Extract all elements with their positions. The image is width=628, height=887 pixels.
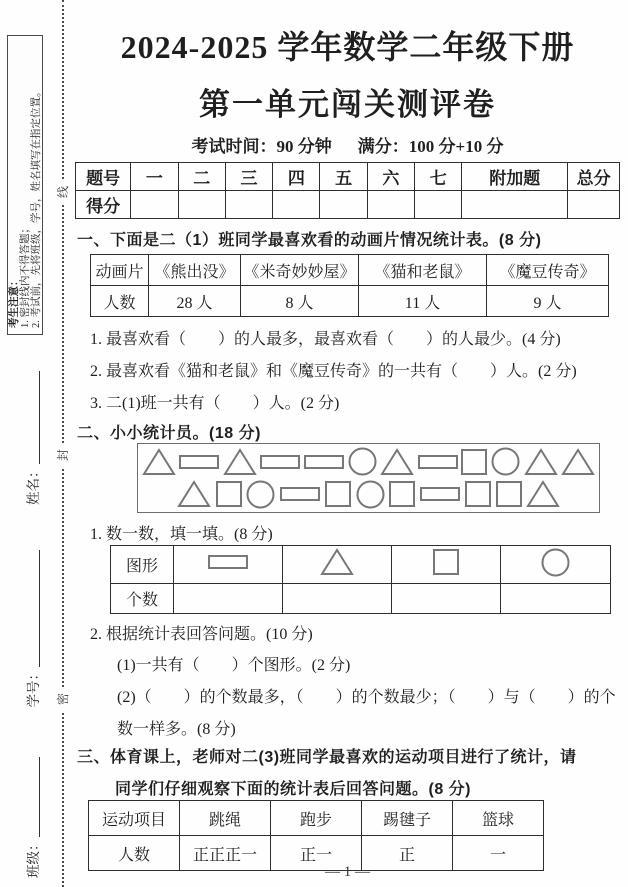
score-empty-cell — [568, 191, 620, 219]
count-table-shape-row — [111, 546, 611, 584]
square-icon — [325, 481, 351, 507]
full-score: 满分：100 分+10 分 — [357, 137, 504, 156]
anime-table-header-row — [91, 255, 609, 286]
score-empty-cell — [367, 191, 414, 219]
triangle-icon — [561, 448, 595, 476]
count-empty-cell — [283, 584, 392, 614]
rect-icon — [420, 487, 460, 501]
shapes-row-1 — [138, 447, 599, 476]
circle-icon — [356, 480, 385, 509]
class-label: 班级： — [26, 837, 41, 878]
square-icon — [389, 481, 415, 507]
score-header-cell: 二 — [178, 163, 225, 191]
triangle-icon — [526, 480, 560, 508]
count-table-count-row — [111, 584, 611, 614]
score-empty-cell — [178, 191, 225, 219]
notice-title: 考生注意： — [9, 275, 20, 328]
circle-icon — [491, 447, 520, 476]
score-header-cell: 七 — [415, 163, 462, 191]
shape-row-label: 图形 — [111, 546, 174, 584]
circle-icon — [348, 447, 377, 476]
rect-icon — [260, 455, 300, 469]
notice-item-1: 1. 密封线内不得答题； — [19, 223, 31, 328]
triangle-icon — [223, 448, 257, 476]
square-icon — [216, 481, 242, 507]
shape-cell — [283, 546, 392, 584]
score-header-cell: 一 — [131, 163, 178, 191]
sports-count-cell: 正 — [362, 836, 453, 871]
section3-heading-line1: 三、体育课上，老师对二(3)班同学最喜欢的运动项目进行了统计，请 — [77, 749, 577, 766]
section2-question2-sub2-line1: (2)（ ）的个数最多，（ ）的个数最少；（ ）与（ ）的个 — [117, 689, 616, 706]
exam-time: 考试时间：90 分钟 — [191, 137, 332, 156]
anime-count-cell: 28 人 — [149, 286, 241, 317]
sports-header-cell: 篮球 — [453, 801, 544, 836]
triangle-icon — [142, 448, 176, 476]
sports-count-cell: 正一 — [271, 836, 362, 871]
section1-question3: 3. 二(1)班一共有（ ）人。(2 分) — [90, 395, 340, 412]
triangle-icon — [177, 480, 211, 508]
rect-icon — [208, 555, 248, 569]
section2-question2-sub1: (1)一共有（ ）个图形。(2 分) — [117, 657, 351, 674]
shape-cell — [392, 546, 501, 584]
seal-char-mi: 密 — [54, 687, 72, 711]
anime-table-count-row — [91, 286, 609, 317]
examinee-notice-box — [7, 35, 43, 335]
anime-count-cell: 11 人 — [359, 286, 487, 317]
count-empty-cell — [392, 584, 501, 614]
main-content — [75, 0, 620, 887]
score-row-label: 得分 — [76, 191, 131, 219]
score-empty-cell — [462, 191, 568, 219]
anime-header-cell: 动画片 — [91, 255, 149, 286]
shape-cell — [501, 546, 611, 584]
exam-info-line — [75, 132, 620, 157]
shapes-row-2 — [138, 480, 599, 509]
anime-count-cell: 9 人 — [487, 286, 609, 317]
paper-title-line2: 第一单元闯关测评卷 — [199, 87, 496, 122]
sports-header-cell: 踢毽子 — [362, 801, 453, 836]
rect-icon — [304, 455, 344, 469]
section1-heading: 一、下面是二（1）班同学最喜欢看的动画片情况统计表。(8 分) — [77, 232, 542, 249]
square-icon — [496, 481, 522, 507]
student-id-blank-line — [25, 550, 40, 667]
sports-header-cell: 跳绳 — [180, 801, 271, 836]
rect-icon — [179, 455, 219, 469]
count-empty-cell — [501, 584, 611, 614]
triangle-icon — [524, 448, 558, 476]
section2-question2-sub2-line2: 数一样多。(8 分) — [117, 721, 236, 738]
anime-header-cell: 《熊出没》 — [149, 255, 241, 286]
sports-header-cell: 跑步 — [271, 801, 362, 836]
square-icon — [461, 449, 487, 475]
count-empty-cell — [174, 584, 283, 614]
score-header-cell: 六 — [367, 163, 414, 191]
shape-count-table — [110, 545, 611, 614]
name-label: 姓名： — [26, 464, 41, 505]
student-info-fields — [20, 316, 44, 878]
score-table — [75, 162, 620, 219]
student-id-label: 学号： — [26, 667, 41, 708]
anime-header-cell: 《猫和老鼠》 — [359, 255, 487, 286]
seal-char-feng: 封 — [54, 443, 72, 467]
score-empty-cell — [273, 191, 320, 219]
score-empty-cell — [131, 191, 178, 219]
notice-item-2: 2. 考试前，先将班级，学号，姓名填写在指定位置。 — [30, 86, 42, 328]
section1-question2: 2. 最喜欢看《猫和老鼠》和《魔豆传奇》的一共有（ ）人。(2 分) — [90, 363, 577, 380]
section3-heading-line2: 同学们仔细观察下面的统计表后回答问题。(8 分) — [115, 781, 472, 798]
shapes-box — [137, 443, 600, 513]
score-header-cell: 题号 — [76, 163, 131, 191]
square-icon — [465, 481, 491, 507]
sports-count-cell: 一 — [453, 836, 544, 871]
shape-cell — [174, 546, 283, 584]
score-header-cell: 总分 — [568, 163, 620, 191]
anime-header-cell: 《魔豆传奇》 — [487, 255, 609, 286]
score-empty-cell — [320, 191, 367, 219]
section2-heading: 二、小小统计员。(18 分) — [77, 425, 261, 442]
square-icon — [433, 549, 459, 575]
sports-count-cell: 人数 — [89, 836, 180, 871]
score-header-cell: 三 — [225, 163, 272, 191]
count-row-label: 个数 — [111, 584, 174, 614]
circle-icon — [541, 548, 570, 577]
circle-icon — [246, 480, 275, 509]
anime-stats-table — [90, 254, 609, 317]
score-header-cell: 附加题 — [462, 163, 568, 191]
triangle-icon — [380, 448, 414, 476]
rect-icon — [418, 455, 458, 469]
sports-table-header-row — [89, 801, 544, 836]
score-table-score-row — [76, 191, 620, 219]
score-header-cell: 五 — [320, 163, 367, 191]
sports-count-cell: 正正正一 — [180, 836, 271, 871]
seal-char-xian: 线 — [54, 180, 72, 204]
score-table-header-row — [76, 163, 620, 191]
section1-question1: 1. 最喜欢看（ ）的人最多，最喜欢看（ ）的人最少。(4 分) — [90, 331, 561, 348]
paper-title-line1: 2024-2025 学年数学二年级下册 — [120, 29, 575, 65]
class-blank-line — [25, 758, 40, 838]
score-header-cell: 四 — [273, 163, 320, 191]
name-blank-line — [25, 372, 40, 465]
rect-icon — [280, 487, 320, 501]
page-number: — 1 — — [325, 864, 370, 880]
section2-question1: 1. 数一数，填一填。(8 分) — [90, 526, 273, 543]
sports-header-cell: 运动项目 — [89, 801, 180, 836]
anime-count-cell: 人数 — [91, 286, 149, 317]
section2-question2: 2. 根据统计表回答问题。(10 分) — [90, 626, 313, 643]
score-empty-cell — [415, 191, 462, 219]
triangle-icon — [320, 548, 354, 576]
anime-count-cell: 8 人 — [241, 286, 359, 317]
score-empty-cell — [225, 191, 272, 219]
anime-header-cell: 《米奇妙妙屋》 — [241, 255, 359, 286]
sports-stats-table — [88, 800, 544, 871]
